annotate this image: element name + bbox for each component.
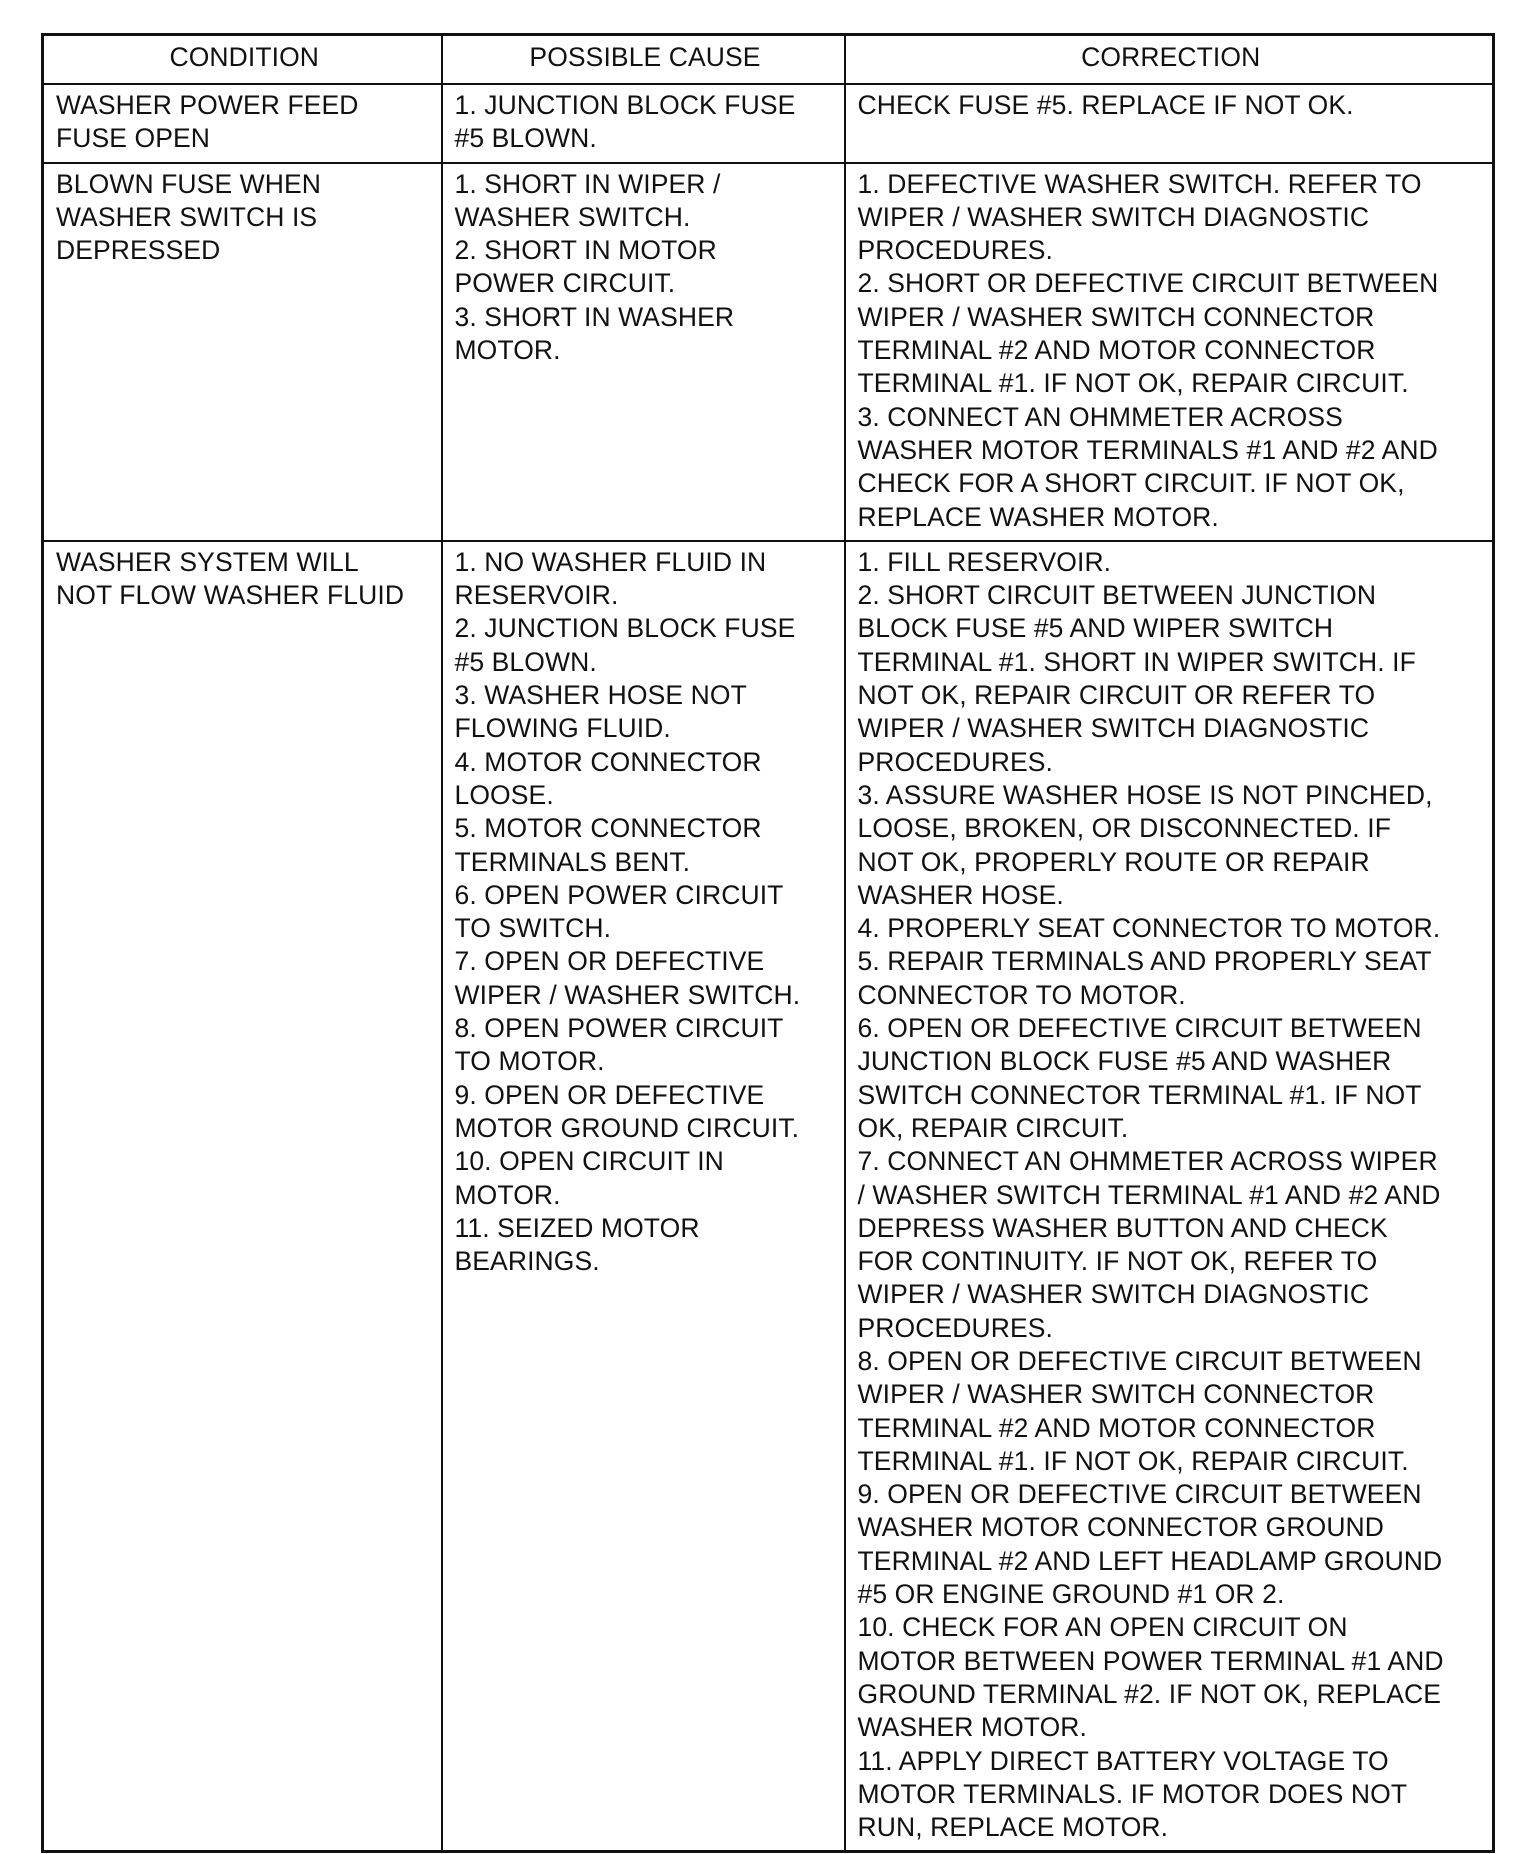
cell-text-line: 11. APPLY DIRECT BATTERY VOLTAGE TO bbox=[857, 1745, 1389, 1776]
condition-cell bbox=[43, 541, 442, 1852]
cell-text-line: TERMINAL #2 AND MOTOR CONNECTOR bbox=[857, 335, 1376, 366]
cell-text-line: WIPER / WASHER SWITCH DIAGNOSTIC bbox=[857, 713, 1370, 744]
cell-text-line: WASHER SWITCH. bbox=[454, 201, 691, 232]
cell-text-line: WASHER MOTOR CONNECTOR GROUND bbox=[857, 1512, 1385, 1543]
cell-text-line: WIPER / WASHER SWITCH CONNECTOR bbox=[857, 1379, 1375, 1410]
cell-text-line: BLOCK FUSE #5 AND WIPER SWITCH bbox=[857, 613, 1334, 644]
cell-text-line: 8. OPEN OR DEFECTIVE CIRCUIT BETWEEN bbox=[857, 1345, 1422, 1376]
cell-text-line: 1. NO WASHER FLUID IN bbox=[454, 546, 767, 577]
cell-text-line: 10. OPEN CIRCUIT IN bbox=[454, 1146, 724, 1177]
cell-text-line: / WASHER SWITCH TERMINAL #1 AND #2 AND bbox=[857, 1179, 1441, 1210]
cell-text-line: 6. OPEN OR DEFECTIVE CIRCUIT BETWEEN bbox=[857, 1013, 1422, 1044]
cell-text-line: MOTOR GROUND CIRCUIT. bbox=[454, 1112, 800, 1143]
table-row bbox=[43, 541, 1494, 1852]
table-body bbox=[43, 84, 1494, 1852]
cell-text-line: 5. REPAIR TERMINALS AND PROPERLY SEAT bbox=[857, 946, 1432, 977]
cell-text-line: BLOWN FUSE WHEN bbox=[56, 168, 322, 199]
table-row bbox=[43, 163, 1494, 541]
cell-text-line: BEARINGS. bbox=[454, 1246, 600, 1277]
cell-text-line: RUN, REPLACE MOTOR. bbox=[857, 1812, 1169, 1843]
cell-text-line: WIPER / WASHER SWITCH DIAGNOSTIC bbox=[857, 201, 1370, 232]
cell-text-line: FLOWING FLUID. bbox=[454, 713, 671, 744]
cell-text-line: 2. JUNCTION BLOCK FUSE bbox=[454, 613, 796, 644]
possible-cause-cell bbox=[442, 541, 845, 1852]
cell-text-line: 10. CHECK FOR AN OPEN CIRCUIT ON bbox=[857, 1612, 1348, 1643]
cell-text-line: 2. SHORT IN MOTOR bbox=[454, 235, 717, 266]
cell-text-line: FUSE OPEN bbox=[56, 123, 211, 154]
cell-text-line: TERMINAL #1. IF NOT OK, REPAIR CIRCUIT. bbox=[857, 368, 1409, 399]
cell-text-line: TO MOTOR. bbox=[454, 1046, 605, 1077]
cell-text-line: SWITCH CONNECTOR TERMINAL #1. IF NOT bbox=[857, 1079, 1422, 1110]
cell-text-line: DEPRESSED bbox=[56, 235, 221, 266]
cell-text-line: MOTOR BETWEEN POWER TERMINAL #1 AND bbox=[857, 1645, 1444, 1676]
header-correction: CORRECTION bbox=[845, 35, 1494, 85]
cell-text-line: FOR CONTINUITY. IF NOT OK, REFER TO bbox=[857, 1246, 1378, 1277]
cell-text-line: REPLACE WASHER MOTOR. bbox=[857, 501, 1219, 532]
cell-text-line: 2. SHORT CIRCUIT BETWEEN JUNCTION bbox=[857, 580, 1377, 611]
cell-text-line: 9. OPEN OR DEFECTIVE bbox=[454, 1079, 765, 1110]
correction-cell bbox=[845, 84, 1494, 163]
header-condition: CONDITION bbox=[43, 35, 442, 85]
cell-text-line: 3. WASHER HOSE NOT bbox=[454, 680, 747, 711]
cell-text-line: 4. MOTOR CONNECTOR bbox=[454, 746, 762, 777]
cell-text-line: 11. SEIZED MOTOR bbox=[454, 1212, 700, 1243]
cell-text-line: 3. ASSURE WASHER HOSE IS NOT PINCHED, bbox=[857, 779, 1433, 810]
table-header-row bbox=[43, 35, 1494, 85]
cell-text-line: LOOSE. bbox=[454, 779, 554, 810]
cell-text-line: 1. JUNCTION BLOCK FUSE bbox=[454, 90, 796, 120]
cell-text-line: TERMINAL #1. IF NOT OK, REPAIR CIRCUIT. bbox=[857, 1445, 1409, 1476]
cell-text-line: WIPER / WASHER SWITCH DIAGNOSTIC bbox=[857, 1279, 1370, 1310]
cell-text-line: 2. SHORT OR DEFECTIVE CIRCUIT BETWEEN bbox=[857, 268, 1439, 299]
correction-cell bbox=[845, 541, 1494, 1852]
cell-text-line: NOT FLOW WASHER FLUID bbox=[56, 580, 405, 611]
cell-text-line: 3. SHORT IN WASHER bbox=[454, 301, 735, 332]
diagnosis-table bbox=[41, 33, 1495, 1853]
cell-text-line: NOT OK, REPAIR CIRCUIT OR REFER TO bbox=[857, 680, 1376, 711]
cell-text-line: PROCEDURES. bbox=[857, 235, 1053, 266]
table-row bbox=[43, 84, 1494, 163]
cell-text-line: GROUND TERMINAL #2. IF NOT OK, REPLACE bbox=[857, 1678, 1441, 1709]
cell-text-line: MOTOR. bbox=[454, 1179, 561, 1210]
possible-cause-cell bbox=[442, 163, 845, 541]
cell-text-line: 7. CONNECT AN OHMMETER ACROSS WIPER bbox=[857, 1146, 1438, 1177]
cell-text-line: 6. OPEN POWER CIRCUIT bbox=[454, 879, 784, 910]
cell-text-line: TO SWITCH. bbox=[454, 913, 612, 944]
cell-text-line: 5. MOTOR CONNECTOR bbox=[454, 813, 762, 844]
cell-text-line: #5 BLOWN. bbox=[454, 646, 597, 677]
cell-text-line: 8. OPEN POWER CIRCUIT bbox=[454, 1013, 784, 1044]
cell-text-line: OK, REPAIR CIRCUIT. bbox=[857, 1112, 1129, 1143]
cell-text-line: PROCEDURES. bbox=[857, 746, 1053, 777]
cell-text-line: 7. OPEN OR DEFECTIVE bbox=[454, 946, 765, 977]
condition-cell bbox=[43, 84, 442, 163]
cell-text-line: DEPRESS WASHER BUTTON AND CHECK bbox=[857, 1212, 1388, 1243]
cell-text-line: MOTOR TERMINALS. IF MOTOR DOES NOT bbox=[857, 1778, 1408, 1809]
cell-text-line: 1. DEFECTIVE WASHER SWITCH. REFER TO bbox=[857, 168, 1422, 199]
cell-text-line: NOT OK, PROPERLY ROUTE OR REPAIR bbox=[857, 846, 1370, 877]
cell-text-line: LOOSE, BROKEN, OR DISCONNECTED. IF bbox=[857, 813, 1391, 844]
cell-text-line: POWER CIRCUIT. bbox=[454, 268, 676, 299]
cell-text-line: 1. SHORT IN WIPER / bbox=[454, 168, 721, 199]
cell-text-line: TERMINAL #2 AND LEFT HEADLAMP GROUND bbox=[857, 1545, 1443, 1576]
cell-text-line: TERMINAL #1. SHORT IN WIPER SWITCH. IF bbox=[857, 646, 1416, 677]
cell-text-line: WASHER SWITCH IS bbox=[56, 201, 318, 232]
possible-cause-cell bbox=[442, 84, 845, 163]
cell-text-line: CHECK FUSE #5. REPLACE IF NOT OK. bbox=[857, 90, 1354, 120]
diagnosis-table-wrapper bbox=[41, 33, 1492, 1853]
condition-cell bbox=[43, 163, 442, 541]
cell-text-line: WASHER MOTOR. bbox=[857, 1712, 1088, 1743]
cell-text-line: TERMINAL #2 AND MOTOR CONNECTOR bbox=[857, 1412, 1376, 1443]
cell-text-line: WASHER SYSTEM WILL bbox=[56, 546, 359, 577]
cell-text-line: WIPER / WASHER SWITCH. bbox=[454, 979, 801, 1010]
cell-text-line: CONNECTOR TO MOTOR. bbox=[857, 979, 1186, 1010]
cell-text-line: 9. OPEN OR DEFECTIVE CIRCUIT BETWEEN bbox=[857, 1479, 1422, 1510]
cell-text-line: #5 BLOWN. bbox=[454, 123, 597, 154]
cell-text-line: WIPER / WASHER SWITCH CONNECTOR bbox=[857, 301, 1375, 332]
cell-text-line: PROCEDURES. bbox=[857, 1312, 1053, 1343]
cell-text-line: MOTOR. bbox=[454, 335, 561, 366]
cell-text-line: CHECK FOR A SHORT CIRCUIT. IF NOT OK, bbox=[857, 468, 1405, 499]
cell-text-line: 1. FILL RESERVOIR. bbox=[857, 546, 1112, 577]
cell-text-line: WASHER HOSE. bbox=[857, 879, 1064, 910]
cell-text-line: JUNCTION BLOCK FUSE #5 AND WASHER bbox=[857, 1046, 1392, 1077]
cell-text-line: TERMINALS BENT. bbox=[454, 846, 691, 877]
header-possible-cause: POSSIBLE CAUSE bbox=[442, 35, 845, 85]
cell-text-line: 4. PROPERLY SEAT CONNECTOR TO MOTOR. bbox=[857, 913, 1441, 944]
cell-text-line: WASHER POWER FEED bbox=[56, 90, 359, 120]
cell-text-line: RESERVOIR. bbox=[454, 580, 619, 611]
cell-text-line: #5 OR ENGINE GROUND #1 OR 2. bbox=[857, 1579, 1285, 1610]
cell-text-line: WASHER MOTOR TERMINALS #1 AND #2 AND bbox=[857, 434, 1438, 465]
cell-text-line: 3. CONNECT AN OHMMETER ACROSS bbox=[857, 401, 1343, 432]
correction-cell bbox=[845, 163, 1494, 541]
